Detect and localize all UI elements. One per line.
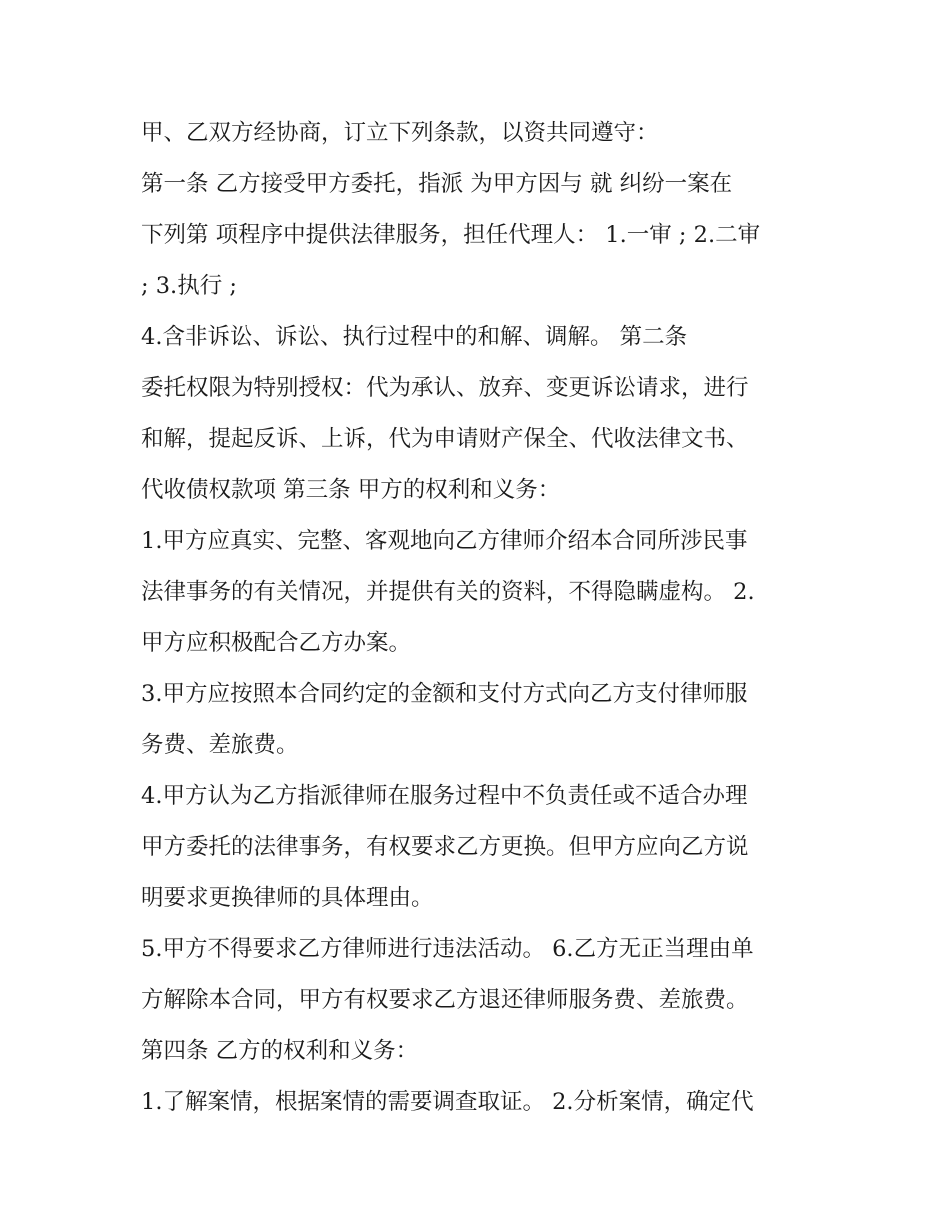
- text-line: 第四条 乙方的权利和义务：: [141, 1038, 419, 1064]
- text-line: 下列第 项程序中提供法律服务，担任代理人： 1.一审 ; 2.二审: [141, 222, 761, 248]
- text-line: 方解除本合同，甲方有权要求乙方退还律师服务费、差旅费。: [141, 987, 749, 1013]
- text-line: 甲、乙双方经协商，订立下列条款，以资共同遵守：: [141, 120, 659, 146]
- text-line: 4.含非诉讼、诉讼、执行过程中的和解、调解。 第二条: [141, 324, 688, 350]
- text-line: 1.甲方应真实、完整、客观地向乙方律师介绍本合同所涉民事: [141, 528, 748, 554]
- text-line: 法律事务的有关情况，并提供有关的资料，不得隐瞒虚构。 2.: [141, 579, 755, 605]
- text-line: 5.甲方不得要求乙方律师进行违法活动。 6.乙方无正当理由单: [141, 936, 754, 962]
- text-line: 1.了解案情，根据案情的需要调查取证。 2.分析案情，确定代: [141, 1089, 754, 1115]
- text-line: ; 3.执行 ;: [141, 273, 237, 299]
- text-line: 务费、差旅费。: [141, 732, 299, 758]
- text-line: 代收债权款项 第三条 甲方的权利和义务：: [141, 477, 561, 503]
- document-body: [141, 108, 821, 1128]
- text-line: 和解，提起反诉、上诉，代为申请财产保全、代收法律文书、: [141, 426, 749, 452]
- text-line: 3.甲方应按照本合同约定的金额和支付方式向乙方支付律师服: [141, 681, 748, 707]
- text-line: 甲方委托的法律事务，有权要求乙方更换。但甲方应向乙方说: [141, 834, 749, 860]
- text-line: 委托权限为特别授权：代为承认、放弃、变更诉讼请求，进行: [141, 375, 749, 401]
- text-line: 第一条 乙方接受甲方委托，指派 为甲方因与 就 纠纷一案在: [141, 171, 733, 197]
- text-line: 4.甲方认为乙方指派律师在服务过程中不负责任或不适合办理: [141, 783, 748, 809]
- text-line: 甲方应积极配合乙方办案。: [141, 630, 412, 656]
- text-line: 明要求更换律师的具体理由。: [141, 885, 434, 911]
